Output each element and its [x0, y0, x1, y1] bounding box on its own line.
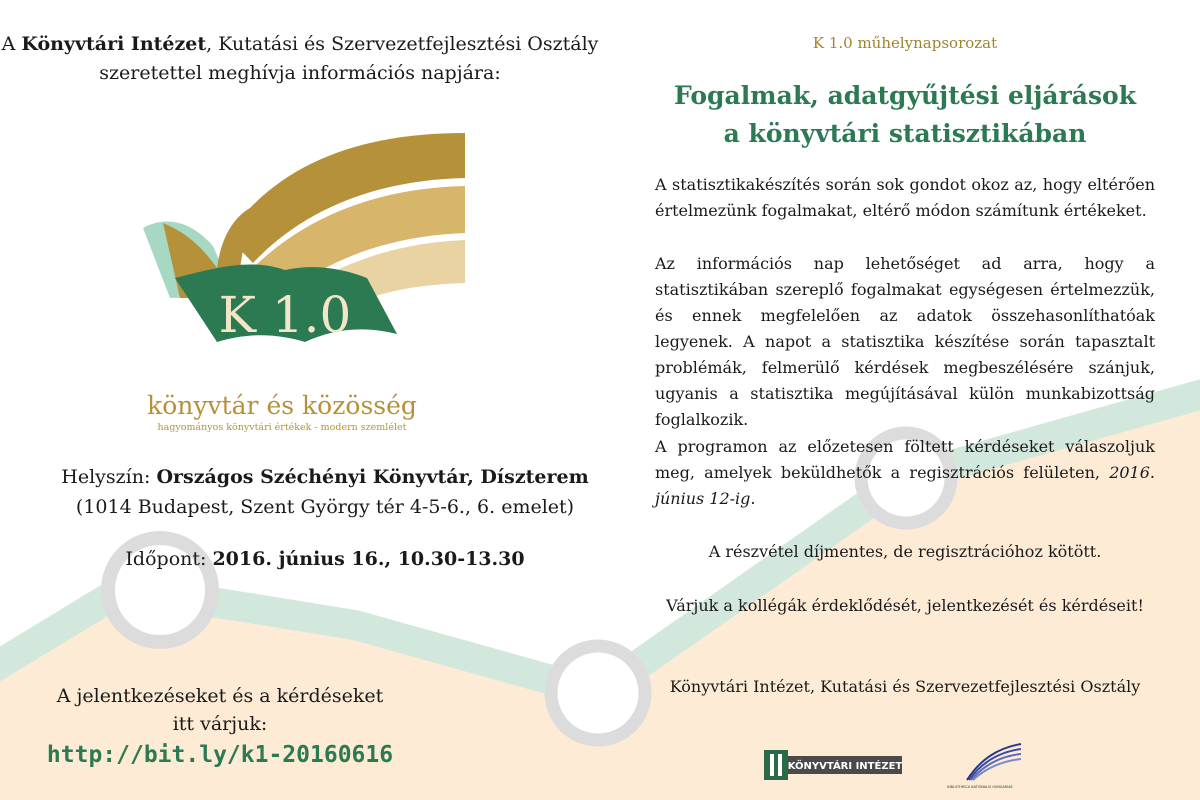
title-line-1: Fogalmak, adatgyűjtési eljárások	[673, 81, 1137, 110]
venue-label: Helyszín:	[61, 466, 157, 488]
paragraph-questions	[655, 434, 1155, 512]
questions-text: A programon az előzetesen föltett kérdéseket válaszoljuk meg, amelyek beküldhetők a regisztrációs felületen,	[655, 437, 1155, 482]
venue-line	[0, 462, 650, 492]
registration-link[interactable]: http://bit.ly/k1-20160616	[46, 742, 394, 768]
invitation-line-2: szeretettel meghívja információs napjára:	[99, 62, 501, 84]
logo-big-text: K 1.0	[218, 286, 352, 344]
invitation-line-1	[0, 30, 600, 59]
ns-logo-text: BIBLIOTHECA NATIONALIS HUNGARIAE	[947, 785, 1013, 789]
title-line-2: a könyvtári statisztikában	[723, 119, 1087, 148]
welcome-line: Várjuk a kollégák érdeklődését, jelentkezését és kérdéseit!	[666, 596, 1144, 615]
time-value: 2016. június 16., 10.30-13.30	[212, 548, 525, 570]
oszk-logo	[935, 740, 1025, 790]
venue-address: (1014 Budapest, Szent György tér 4-5-6., 6. emelet)	[75, 496, 575, 518]
signup-line-2: itt várjuk:	[172, 713, 268, 735]
questions-end: .	[750, 489, 756, 508]
signup-block	[0, 682, 440, 738]
venue-name: Országos Széchényi Könyvtár, Díszterem	[156, 466, 589, 488]
series-name: K 1.0 műhelynapsorozat	[812, 34, 998, 52]
time-label: Időpont:	[125, 548, 213, 570]
ki-logo-text: KÖNYVTÁRI INTÉZET	[787, 761, 903, 772]
department-signature: Könyvtári Intézet, Kutatási és Szervezetfejlesztési Osztály	[669, 677, 1141, 696]
konyvtari-intezet-logo	[764, 748, 904, 782]
event-title	[610, 77, 1200, 153]
organizer-name: Könyvtári Intézet	[21, 33, 207, 55]
logo-tagline: könyvtár és közösség	[147, 391, 417, 420]
ki-logo-mark	[764, 750, 788, 780]
paragraph-intro: A statisztikakészítés során sok gondot okoz az, hogy eltérően értelmezünk fogalmakat, eltérő módon számítunk értékeket.	[655, 175, 1155, 220]
logo-subtagline: hagyományos könyvtári értékek - modern szemlélet	[157, 422, 407, 433]
time-block	[0, 548, 650, 570]
k10-logo	[135, 128, 475, 438]
free-participation-line: A részvétel díjmentes, de regisztrációhoz kötött.	[708, 542, 1102, 561]
signup-line-1: A jelentkezéseket és a kérdéseket	[56, 685, 384, 707]
venue-block	[0, 462, 650, 522]
invitation-text	[0, 30, 600, 88]
invite-prefix: A	[1, 33, 22, 55]
questions-deadline: 2016. június 12-ig	[655, 463, 1155, 508]
invite-rest: , Kutatási és Szervezetfejlesztési Osztály	[206, 33, 599, 55]
paragraph-purpose: Az információs nap lehetőséget ad arra, hogy a statisztikában szereplő fogalmakat egységesen értelmezzük, és ennek megfelelően az adatok összehasonlíthatóak legyenek. A napot a statisztika készítése során tapasztalt problémák, felmerülő kérdések megbeszélésére szánjuk, ugyanis a statisztika megújításával külön munkabizottság foglalkozik.	[655, 254, 1155, 429]
